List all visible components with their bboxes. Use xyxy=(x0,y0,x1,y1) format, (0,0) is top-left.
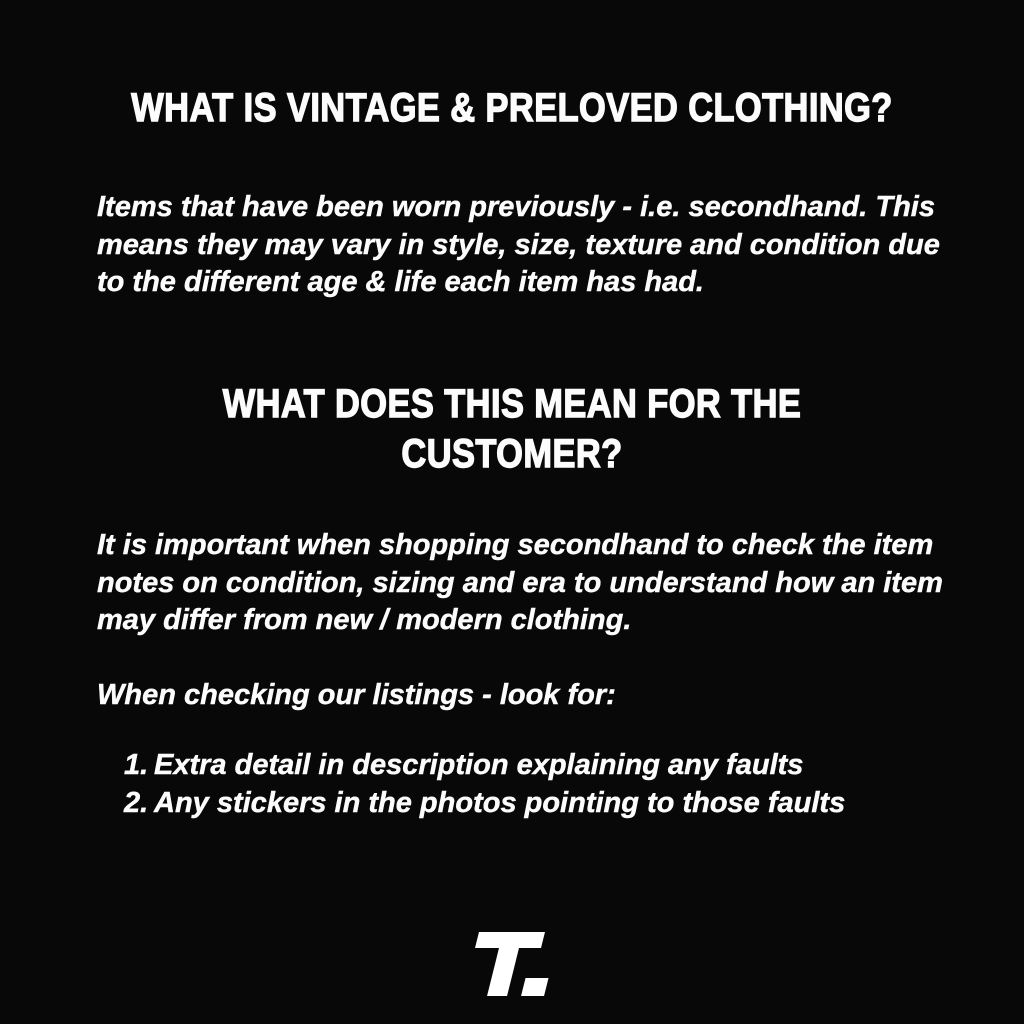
customer-paragraph-line: It is important when shopping secondhand to check the item xyxy=(97,529,934,561)
list-item xyxy=(124,785,845,823)
page-title: WHAT IS VINTAGE & PRELOVED CLOTHING? xyxy=(131,86,893,130)
customer-paragraph xyxy=(97,527,943,640)
intro-paragraph xyxy=(97,189,940,302)
customer-paragraph-line: notes on condition, sizing and era to understand how an item xyxy=(97,566,943,599)
intro-paragraph-line: Items that have been worn previously - i.e. secondhand. This xyxy=(97,191,935,223)
section-heading-customer xyxy=(72,379,953,479)
checklist-intro: When checking our listings - look for: xyxy=(97,679,616,711)
section-heading-line: CUSTOMER? xyxy=(401,432,623,476)
t-logo-icon xyxy=(464,932,560,996)
brand-logo xyxy=(464,932,560,996)
checklist xyxy=(124,747,845,822)
customer-paragraph-line: may differ from new / modern clothing. xyxy=(97,604,632,636)
list-item xyxy=(124,747,845,785)
list-item-text: Extra detail in description explaining any faults xyxy=(154,749,804,781)
intro-paragraph-line: to the different age & life each item has had. xyxy=(97,266,704,298)
intro-paragraph-line: means they may vary in style, size, texture and condition due xyxy=(97,228,940,261)
list-item-number: 2. xyxy=(124,786,149,819)
list-item-text: Any stickers in the photos pointing to those faults xyxy=(154,786,846,819)
section-heading-line: WHAT DOES THIS MEAN FOR THE xyxy=(222,382,802,426)
list-item-number: 1. xyxy=(124,749,149,781)
